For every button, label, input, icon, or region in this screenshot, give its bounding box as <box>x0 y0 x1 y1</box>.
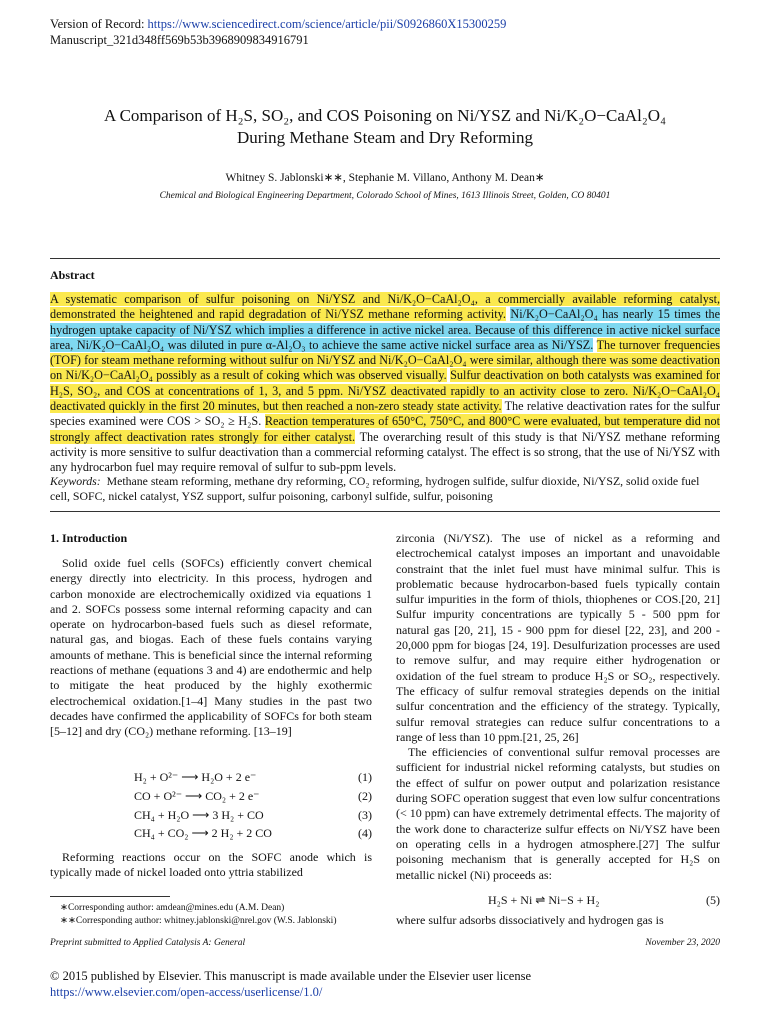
section-heading-introduction: 1. Introduction <box>50 531 128 545</box>
intro-r2-text: The efficiencies of conventional sulfur removal processes are sufficient for industrial nickel reforming catalysts, but studies on the effect of sulfur on power output and polarization resistance during SOFC operation suggest that even low sulfur concentrations (< 10 ppm) can have extremely detrimental effects. The majority of the work done to characterize sulfur effects on Ni/YSZ have been on operating cells in a hydrogen atmosphere.[27] The sulfur poisoning mechanism that is generally accepted for H₂S on metallic nickel (Ni) proceeds as: <box>396 745 720 882</box>
keywords-list: Methane steam reforming, methane dry reforming, CO₂ reforming, hydrogen sulfide, sulfur dioxide, Ni/YSZ, solid oxide fuel cell, SOFC, nickel catalyst, YSZ support, sulfur poisoning, carbonyl sulfide, sulfur, poisoning <box>50 474 700 504</box>
abstract-heading: Abstract <box>50 268 95 282</box>
equation-1 <box>120 770 372 786</box>
keywords <box>50 474 720 505</box>
abstract-sentence-6: Reaction temperatures of 650°C, 750°C, and 800°C were evaluated, but temperature did not strongly affect deactivation rates strongly for either catalyst. <box>50 414 720 444</box>
abstract-sentence-1: A systematic comparison of sulfur poisoning on Ni/YSZ and Ni/K₂O−CaAl₂O₄, a commercially available reforming catalyst, demonstrated the heightened and rapid degradation of Ni/YSZ methane reforming activity. <box>50 292 720 322</box>
abstract-body <box>50 292 720 476</box>
license-statement: © 2015 published by Elsevier. This manuscript is made available under the Elsevier user license <box>50 969 532 983</box>
intro-p2-text: Reforming reactions occur on the SOFC anode which is typically made of nickel loaded onto yttria stabilized <box>50 850 372 880</box>
paper-title-line1: A Comparison of H₂S, SO₂, and COS Poisoning on Ni/YSZ and Ni/K₂O−CaAl₂O₄ <box>104 106 666 125</box>
keywords-label: Keywords: <box>50 474 101 488</box>
equation-3 <box>120 808 372 824</box>
affiliation: Chemical and Biological Engineering Department, Colorado School of Mines, 1613 Illinois Street, Golden, CO 80401 <box>159 191 611 201</box>
intro-r1-text: zirconia (Ni/YSZ). The use of nickel as a reforming and electrochemical catalyst imposes an important and unavoidable constraint that the inlet fuel must have minimal sulfur. This is problematic because hydrocarbon-based fuels typically contain sulfur impurities in the form of thiols, thiophenes or COS.[20, 21] Sulfur impurity concentrations are typically 5 - 500 ppm for natural gas [20, 21], 15 - 900 ppm for diesel [22, 23], and 200 - 20,000 ppm for biogas [24, 19]. Desulfurization processes are used to remove sulfur, and may require either hydrogenation or oxidation of the fuel stream to produce H₂S or SO₂, respectively. The efficacy of sulfur removal strategies depends on the initial sulfur concentration and the efficiency of the strategy. Typically, sulfur removal strategies can reduce sulfur concentrations to a range of less than 10 ppm.[21, 25, 26] <box>396 531 720 744</box>
equation-5-number: (5) <box>706 893 720 907</box>
equation-3-number: (3) <box>358 808 372 822</box>
footnote-rule <box>50 896 170 897</box>
version-of-record <box>50 16 506 32</box>
authors: Whitney S. Jablonski∗∗, Stephanie M. Villano, Anthony M. Dean∗ <box>225 172 545 184</box>
equation-2-number: (2) <box>358 789 372 803</box>
license-line2 <box>50 984 322 1000</box>
abstract-sentence-5: The relative deactivation rates for the sulfur species examined were COS > SO₂ ≥ H₂S. <box>50 399 720 429</box>
equation-2-expr: CO + O²⁻ ⟶ CO₂ + 2 e⁻ <box>134 789 260 803</box>
equation-4 <box>120 826 372 842</box>
abstract-bottom-rule <box>50 511 720 512</box>
equation-3-expr: CH₄ + H₂O ⟶ 3 H₂ + CO <box>134 808 264 822</box>
equation-4-expr: CH₄ + CO₂ ⟶ 2 H₂ + 2 CO <box>134 826 272 840</box>
equation-5-expr: H₂S + Ni ⇌ Ni−S + H₂ <box>488 893 600 907</box>
intro-p1-text: Solid oxide fuel cells (SOFCs) efficiently convert chemical energy directly into electricity. In this process, hydrogen and carbon monoxide are electrochemically oxidized via equations 1 and 2. SOFCs possess some internal reforming capacity and can operate on hydrocarbon-based fuels such as diesel reformate, natural gas, and biogas. Each of these fuels contains varying amounts of methane. This is beneficial since the internal reforming reactions of methane (equations 3 and 4) are endothermic and help to mitigate the heat produced by the highly exothermic electrochemical oxidation.[1–4] Many studies in the past two decades have confirmed the applicability of SOFCs for both steam [5–12] and dry (CO₂) methane reforming. [13–19] <box>50 556 372 739</box>
intro-paragraph-2 <box>50 850 372 881</box>
abstract-top-rule <box>50 258 720 259</box>
license-link[interactable]: https://www.elsevier.com/open-access/userlicense/1.0/ <box>50 985 323 999</box>
equation-2 <box>120 789 372 805</box>
footer-date: November 23, 2020 <box>645 938 720 948</box>
abstract-sentence-4: Sulfur deactivation on both catalysts was examined for H₂S, SO₂, and COS at concentrations of 1, 3, and 5 ppm. Ni/YSZ deactivated rapidly to an activity close to zero. Ni/K₂O−CaAl₂O₄ deactivated quickly in the first 20 minutes, but then reached a non-zero steady state activity. <box>50 368 721 414</box>
abstract-sentence-3: The turnover frequencies (TOF) for steam methane reforming without sulfur on Ni/YSZ and Ni/K₂O−CaAl₂O₄ were similar, although there was some deactivation on Ni/K₂O−CaAl₂O₄ possibly as a result of coking which was observed visually. <box>50 337 720 383</box>
equation-5 <box>396 893 720 909</box>
equation-1-expr: H₂ + O²⁻ ⟶ H₂O + 2 e⁻ <box>134 770 257 784</box>
footer-preprint: Preprint submitted to Applied Catalysis A: General <box>50 938 246 948</box>
abstract-sentence-7: The overarching result of this study is that Ni/YSZ methane reforming activity is more sensitive to sulfur deactivation than a commercial reforming catalyst. The effect is so strong, that the use of Ni/YSZ with any hydrocarbon fuel may require removal of sulfur to sub-ppm levels. <box>50 429 720 475</box>
intro-paragraph-1 <box>50 556 372 740</box>
paper-title-line2: During Methane Steam and Dry Reforming <box>236 128 533 147</box>
abstract-sentence-2: Ni/K₂O−CaAl₂O₄ has nearly 15 times the hydrogen uptake capacity of Ni/YSZ which implies a difference in active nickel area. Because of this difference in active nickel surface area, Ni/K₂O−CaAl₂O₄ was diluted in pure α-Al₂O₃ to achieve the same active nickel surface area as Ni/YSZ. <box>50 307 720 352</box>
version-link[interactable]: https://www.sciencedirect.com/science/article/pii/S0926860X15300259 <box>147 17 507 31</box>
manuscript-id: Manuscript_321d348ff569b53b3968909834916791 <box>50 33 309 47</box>
footnote-1: ∗Corresponding author: amdean@mines.edu (A.M. Dean) <box>60 903 285 913</box>
equation-4-number: (4) <box>358 826 372 840</box>
equation-1-number: (1) <box>358 770 372 784</box>
version-label: Version of Record: <box>50 17 148 31</box>
intro-right-continuation: where sulfur adsorbs dissociatively and hydrogen gas is <box>396 913 664 927</box>
intro-right-column <box>396 531 720 883</box>
footnote-2: ∗∗Corresponding author: whitney.jablonski@nrel.gov (W.S. Jablonski) <box>60 916 337 926</box>
